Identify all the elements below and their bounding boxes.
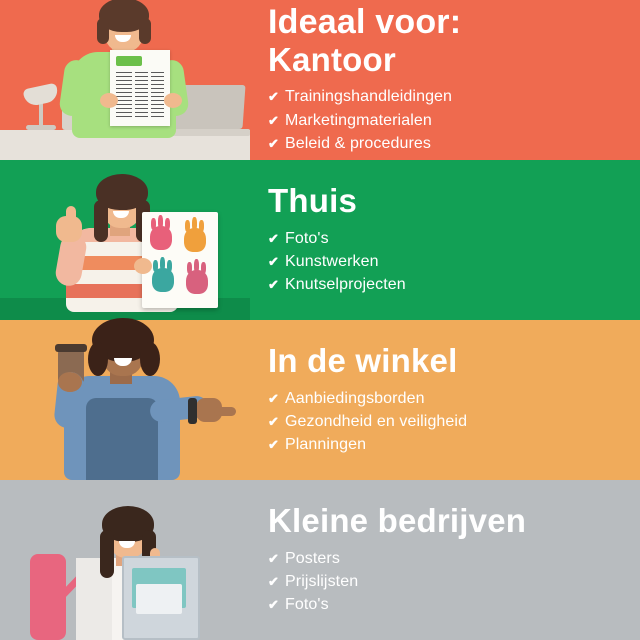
finger (167, 260, 172, 272)
list-item-label: Kunstwerken (285, 252, 379, 270)
list-item (268, 387, 628, 410)
bullet-list-kantoor (268, 85, 628, 155)
list-item-label: Foto's (285, 595, 329, 613)
hand-left (58, 372, 82, 392)
watch-icon (188, 398, 197, 424)
document-page (110, 50, 170, 126)
list-item-label: Posters (285, 549, 340, 567)
list-item (268, 109, 628, 132)
index-finger (214, 407, 236, 416)
document-text-lines (116, 72, 164, 120)
photo-winkel (0, 320, 250, 480)
finger (192, 217, 197, 231)
check-icon: ✔ (268, 230, 279, 246)
apron (86, 398, 158, 480)
list-item-label: Gezondheid en veiligheid (285, 412, 468, 430)
photo-kantoor (0, 0, 250, 160)
printed-card (136, 584, 182, 614)
person-entrepreneur (0, 480, 250, 640)
list-item-label: Planningen (285, 435, 367, 453)
finger (153, 260, 158, 272)
section-heading-winkel: In de winkel (268, 341, 458, 379)
text-winkel (250, 341, 640, 456)
list-item-label: Beleid & procedures (285, 134, 431, 152)
person-girl (0, 160, 250, 320)
person-retail (0, 320, 250, 480)
hair-left (88, 342, 108, 376)
finger (158, 215, 163, 229)
finger (160, 257, 165, 271)
list-item (268, 593, 628, 616)
check-icon: ✔ (268, 112, 279, 128)
hair-left (100, 530, 114, 578)
check-icon: ✔ (268, 550, 279, 566)
bullet-list-kleine-bedrijven (268, 547, 628, 617)
text-thuis (250, 181, 640, 296)
document-logo (116, 56, 142, 66)
list-item (268, 433, 628, 456)
finger (187, 262, 192, 274)
bullet-list-winkel (268, 387, 628, 457)
finger (185, 220, 190, 232)
list-item-label: Prijslijsten (285, 572, 359, 590)
list-item-label: Aanbiedingsborden (285, 389, 425, 407)
photo-thuis (0, 160, 250, 320)
list-item-label: Foto's (285, 229, 329, 247)
hand-left (100, 93, 118, 108)
section-thuis (0, 160, 640, 320)
thumb (66, 206, 76, 222)
check-icon: ✔ (268, 436, 279, 452)
hair-left (94, 200, 108, 242)
finger (151, 218, 156, 230)
finger (194, 259, 199, 273)
tote-bag (122, 556, 200, 640)
list-item (268, 410, 628, 433)
list-item (268, 85, 628, 108)
text-kleine-bedrijven (250, 501, 640, 616)
section-heading-kantoor: Kantoor (268, 40, 396, 78)
photo-kleine-bedrijven (0, 480, 250, 640)
list-item (268, 250, 628, 273)
list-item (268, 570, 628, 593)
section-heading-kleine-bedrijven: Kleine bedrijven (268, 501, 527, 539)
check-icon: ✔ (268, 573, 279, 589)
list-item-label: Marketingmaterialen (285, 111, 432, 129)
person-office (0, 0, 250, 160)
hair-side-right (139, 18, 151, 44)
section-kleine-bedrijven (0, 480, 640, 640)
hand-right (164, 93, 182, 108)
hair-side-left (97, 18, 109, 44)
check-icon: ✔ (268, 89, 279, 105)
finger (199, 220, 204, 232)
finger (201, 262, 206, 274)
check-icon: ✔ (268, 596, 279, 612)
check-icon: ✔ (268, 390, 279, 406)
list-item (268, 547, 628, 570)
list-item-label: Trainingshandleidingen (285, 88, 453, 106)
section-kantoor (0, 0, 640, 160)
bullet-list-thuis (268, 227, 628, 297)
text-kantoor (250, 5, 640, 155)
document-gap (132, 72, 135, 120)
check-icon: ✔ (268, 413, 279, 429)
check-icon: ✔ (268, 253, 279, 269)
poster-title: Ideaal voor: (268, 3, 462, 42)
hair-right (140, 342, 160, 376)
check-icon: ✔ (268, 135, 279, 151)
artwork-sheet (142, 212, 218, 308)
list-item (268, 132, 628, 155)
list-item (268, 273, 628, 296)
list-item (268, 227, 628, 250)
list-item-label: Knutselprojecten (285, 275, 406, 293)
coffee-lid (55, 344, 87, 352)
hand-right (134, 258, 152, 274)
check-icon: ✔ (268, 276, 279, 292)
section-heading-thuis: Thuis (268, 181, 357, 219)
finger (165, 218, 170, 230)
document-gap (148, 72, 151, 120)
section-winkel (0, 320, 640, 480)
